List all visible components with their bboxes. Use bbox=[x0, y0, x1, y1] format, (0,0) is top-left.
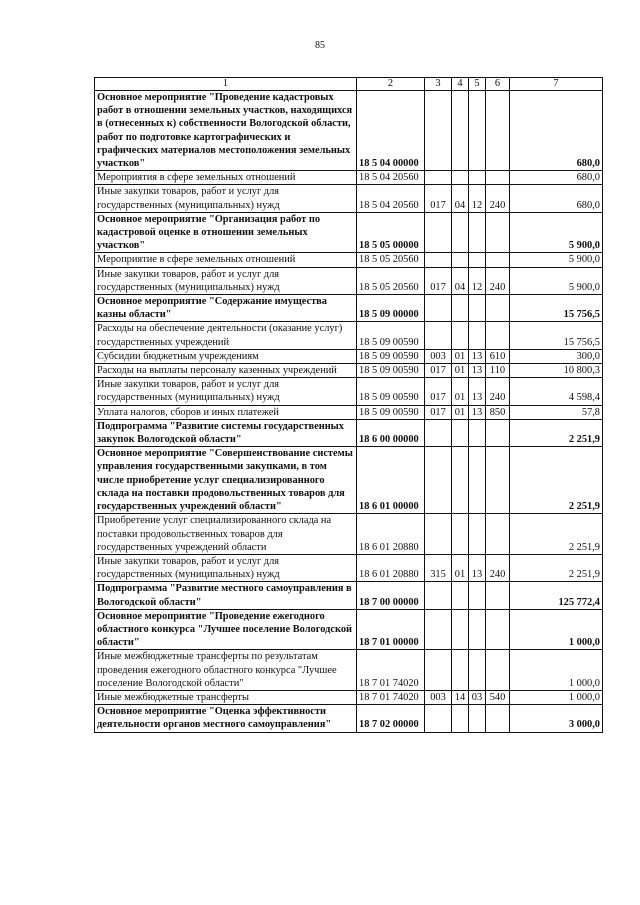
cell-name: Уплата налогов, сборов и иных платежей bbox=[95, 405, 357, 419]
cell-department: 017 bbox=[425, 405, 452, 419]
cell-name: Приобретение услуг специализированного склада на поставки продовольственных товаров для государственных учреждений области bbox=[95, 514, 357, 555]
column-header: 6 bbox=[486, 78, 510, 91]
column-header: 4 bbox=[452, 78, 469, 91]
table-row bbox=[95, 690, 603, 704]
table-row bbox=[95, 295, 603, 322]
cell-name: Основное мероприятие "Совершенствование системы управления государственными закупками, в том числе приобретение услуг специализированного склада на поставки продовольственных товаров для государственных учреждений области" bbox=[95, 447, 357, 514]
cell-section bbox=[452, 582, 469, 609]
cell-name: Субсидии бюджетным учреждениям bbox=[95, 349, 357, 363]
cell-subsection bbox=[469, 171, 486, 185]
cell-expense-type bbox=[486, 295, 510, 322]
cell-name: Подпрограмма "Развитие системы государственных закупок Вологодской области" bbox=[95, 419, 357, 446]
cell-amount: 5 900,0 bbox=[510, 267, 603, 294]
cell-subsection bbox=[469, 705, 486, 732]
cell-department: 017 bbox=[425, 364, 452, 378]
cell-amount: 15 756,5 bbox=[510, 322, 603, 349]
header-row bbox=[95, 78, 603, 91]
cell-department bbox=[425, 253, 452, 267]
cell-code: 18 5 04 20560 bbox=[357, 171, 425, 185]
cell-code: 18 7 01 74020 bbox=[357, 690, 425, 704]
cell-code: 18 5 09 00590 bbox=[357, 378, 425, 405]
cell-amount: 2 251,9 bbox=[510, 419, 603, 446]
cell-section bbox=[452, 171, 469, 185]
cell-expense-type bbox=[486, 212, 510, 253]
cell-subsection: 13 bbox=[469, 364, 486, 378]
cell-amount: 57,8 bbox=[510, 405, 603, 419]
cell-name: Основное мероприятие "Организация работ по кадастровой оценке в отношении земельных участков" bbox=[95, 212, 357, 253]
cell-amount: 1 000,0 bbox=[510, 609, 603, 650]
cell-expense-type bbox=[486, 322, 510, 349]
table-row bbox=[95, 514, 603, 555]
cell-section bbox=[452, 609, 469, 650]
column-header: 5 bbox=[469, 78, 486, 91]
cell-expense-type bbox=[486, 609, 510, 650]
cell-name: Основное мероприятие "Содержание имущества казны области" bbox=[95, 295, 357, 322]
cell-amount: 10 800,3 bbox=[510, 364, 603, 378]
cell-expense-type bbox=[486, 582, 510, 609]
cell-amount: 2 251,9 bbox=[510, 447, 603, 514]
cell-expense-type bbox=[486, 171, 510, 185]
cell-subsection bbox=[469, 295, 486, 322]
cell-name: Иные межбюджетные трансферты по результатам проведения ежегодного областного конкурса "Лучшее поселение Вологодской области" bbox=[95, 650, 357, 691]
table-row bbox=[95, 253, 603, 267]
cell-code: 18 7 00 00000 bbox=[357, 582, 425, 609]
cell-section bbox=[452, 91, 469, 171]
cell-department bbox=[425, 582, 452, 609]
table-row bbox=[95, 405, 603, 419]
table-row bbox=[95, 185, 603, 212]
cell-code: 18 7 01 74020 bbox=[357, 650, 425, 691]
cell-subsection bbox=[469, 253, 486, 267]
cell-name: Основное мероприятие "Проведение ежегодного областного конкурса "Лучшее поселение Вологодской области" bbox=[95, 609, 357, 650]
cell-subsection bbox=[469, 212, 486, 253]
cell-subsection: 12 bbox=[469, 267, 486, 294]
table-row bbox=[95, 322, 603, 349]
table-row bbox=[95, 171, 603, 185]
table-row bbox=[95, 349, 603, 363]
cell-subsection bbox=[469, 322, 486, 349]
cell-name: Иные межбюджетные трансферты bbox=[95, 690, 357, 704]
cell-amount: 3 000,0 bbox=[510, 705, 603, 732]
cell-section: 01 bbox=[452, 378, 469, 405]
cell-code: 18 5 05 20560 bbox=[357, 253, 425, 267]
cell-section: 01 bbox=[452, 364, 469, 378]
cell-code: 18 5 09 00000 bbox=[357, 295, 425, 322]
cell-department bbox=[425, 609, 452, 650]
cell-expense-type: 540 bbox=[486, 690, 510, 704]
table-row bbox=[95, 447, 603, 514]
cell-code: 18 7 02 00000 bbox=[357, 705, 425, 732]
cell-subsection bbox=[469, 419, 486, 446]
cell-expense-type bbox=[486, 447, 510, 514]
cell-section bbox=[452, 253, 469, 267]
cell-subsection: 13 bbox=[469, 405, 486, 419]
cell-code: 18 6 01 20880 bbox=[357, 554, 425, 581]
table-row bbox=[95, 705, 603, 732]
cell-code: 18 5 05 00000 bbox=[357, 212, 425, 253]
table-row bbox=[95, 267, 603, 294]
cell-section: 04 bbox=[452, 185, 469, 212]
cell-subsection bbox=[469, 582, 486, 609]
cell-department bbox=[425, 447, 452, 514]
cell-expense-type: 240 bbox=[486, 185, 510, 212]
cell-name: Расходы на выплаты персоналу казенных учреждений bbox=[95, 364, 357, 378]
budget-table bbox=[94, 77, 603, 733]
cell-expense-type: 110 bbox=[486, 364, 510, 378]
cell-name: Основное мероприятие "Оценка эффективности деятельности органов местного самоуправления" bbox=[95, 705, 357, 732]
cell-department bbox=[425, 322, 452, 349]
cell-subsection: 13 bbox=[469, 349, 486, 363]
cell-expense-type bbox=[486, 253, 510, 267]
cell-section: 01 bbox=[452, 554, 469, 581]
cell-amount: 680,0 bbox=[510, 91, 603, 171]
cell-section bbox=[452, 212, 469, 253]
cell-subsection: 03 bbox=[469, 690, 486, 704]
cell-name: Расходы на обеспечение деятельности (оказание услуг) государственных учреждений bbox=[95, 322, 357, 349]
cell-expense-type bbox=[486, 514, 510, 555]
cell-amount: 15 756,5 bbox=[510, 295, 603, 322]
cell-amount: 5 900,0 bbox=[510, 253, 603, 267]
table-row bbox=[95, 91, 603, 171]
cell-department: 315 bbox=[425, 554, 452, 581]
table-row bbox=[95, 212, 603, 253]
cell-code: 18 5 09 00590 bbox=[357, 405, 425, 419]
cell-amount: 2 251,9 bbox=[510, 554, 603, 581]
cell-code: 18 6 01 00000 bbox=[357, 447, 425, 514]
cell-department: 017 bbox=[425, 378, 452, 405]
table-row bbox=[95, 364, 603, 378]
cell-department: 017 bbox=[425, 267, 452, 294]
cell-section: 04 bbox=[452, 267, 469, 294]
cell-subsection bbox=[469, 609, 486, 650]
cell-department bbox=[425, 212, 452, 253]
cell-department bbox=[425, 295, 452, 322]
cell-expense-type bbox=[486, 650, 510, 691]
cell-section: 01 bbox=[452, 405, 469, 419]
cell-code: 18 6 00 00000 bbox=[357, 419, 425, 446]
cell-amount: 680,0 bbox=[510, 185, 603, 212]
cell-amount: 300,0 bbox=[510, 349, 603, 363]
cell-subsection bbox=[469, 91, 486, 171]
cell-department bbox=[425, 91, 452, 171]
table-row bbox=[95, 650, 603, 691]
cell-department bbox=[425, 419, 452, 446]
cell-subsection: 13 bbox=[469, 378, 486, 405]
cell-department: 017 bbox=[425, 185, 452, 212]
cell-name: Иные закупки товаров, работ и услуг для государственных (муниципальных) нужд bbox=[95, 185, 357, 212]
cell-section bbox=[452, 650, 469, 691]
cell-code: 18 7 01 00000 bbox=[357, 609, 425, 650]
cell-name: Иные закупки товаров, работ и услуг для государственных (муниципальных) нужд bbox=[95, 554, 357, 581]
cell-section bbox=[452, 322, 469, 349]
table-row bbox=[95, 582, 603, 609]
cell-expense-type bbox=[486, 419, 510, 446]
cell-code: 18 5 09 00590 bbox=[357, 322, 425, 349]
table-row bbox=[95, 609, 603, 650]
cell-code: 18 6 01 20880 bbox=[357, 514, 425, 555]
cell-code: 18 5 04 00000 bbox=[357, 91, 425, 171]
cell-name: Иные закупки товаров, работ и услуг для государственных (муниципальных) нужд bbox=[95, 267, 357, 294]
cell-section bbox=[452, 419, 469, 446]
cell-expense-type: 240 bbox=[486, 378, 510, 405]
cell-expense-type bbox=[486, 705, 510, 732]
cell-amount: 4 598,4 bbox=[510, 378, 603, 405]
cell-name: Иные закупки товаров, работ и услуг для государственных (муниципальных) нужд bbox=[95, 378, 357, 405]
cell-code: 18 5 05 20560 bbox=[357, 267, 425, 294]
cell-subsection: 12 bbox=[469, 185, 486, 212]
cell-subsection bbox=[469, 650, 486, 691]
cell-department: 003 bbox=[425, 349, 452, 363]
cell-expense-type: 610 bbox=[486, 349, 510, 363]
column-header: 2 bbox=[357, 78, 425, 91]
cell-department bbox=[425, 514, 452, 555]
cell-name: Мероприятие в сфере земельных отношений bbox=[95, 253, 357, 267]
cell-amount: 5 900,0 bbox=[510, 212, 603, 253]
cell-section: 14 bbox=[452, 690, 469, 704]
column-header: 3 bbox=[425, 78, 452, 91]
cell-amount: 125 772,4 bbox=[510, 582, 603, 609]
cell-code: 18 5 09 00590 bbox=[357, 364, 425, 378]
cell-amount: 2 251,9 bbox=[510, 514, 603, 555]
cell-section bbox=[452, 295, 469, 322]
table-row bbox=[95, 419, 603, 446]
column-header: 7 bbox=[510, 78, 603, 91]
cell-subsection bbox=[469, 447, 486, 514]
cell-amount: 1 000,0 bbox=[510, 690, 603, 704]
cell-code: 18 5 04 20560 bbox=[357, 185, 425, 212]
cell-expense-type: 850 bbox=[486, 405, 510, 419]
cell-section bbox=[452, 447, 469, 514]
cell-expense-type: 240 bbox=[486, 267, 510, 294]
cell-department: 003 bbox=[425, 690, 452, 704]
cell-name: Основное мероприятие "Проведение кадастровых работ в отношении земельных участков, находящихся в (отнесенных к) собственности Вологодской области, работ по подготовке картографических и графических материалов местоположения земельных участков" bbox=[95, 91, 357, 171]
cell-code: 18 5 09 00590 bbox=[357, 349, 425, 363]
cell-section: 01 bbox=[452, 349, 469, 363]
table-row bbox=[95, 554, 603, 581]
cell-name: Мероприятия в сфере земельных отношений bbox=[95, 171, 357, 185]
cell-department bbox=[425, 650, 452, 691]
table-row bbox=[95, 378, 603, 405]
cell-subsection: 13 bbox=[469, 554, 486, 581]
column-header: 1 bbox=[95, 78, 357, 91]
cell-name: Подпрограмма "Развитие местного самоуправления в Вологодской области" bbox=[95, 582, 357, 609]
cell-subsection bbox=[469, 514, 486, 555]
cell-amount: 680,0 bbox=[510, 171, 603, 185]
cell-department bbox=[425, 171, 452, 185]
cell-section bbox=[452, 705, 469, 732]
cell-section bbox=[452, 514, 469, 555]
page-number: 85 bbox=[315, 40, 325, 51]
cell-expense-type: 240 bbox=[486, 554, 510, 581]
cell-department bbox=[425, 705, 452, 732]
cell-amount: 1 000,0 bbox=[510, 650, 603, 691]
cell-expense-type bbox=[486, 91, 510, 171]
